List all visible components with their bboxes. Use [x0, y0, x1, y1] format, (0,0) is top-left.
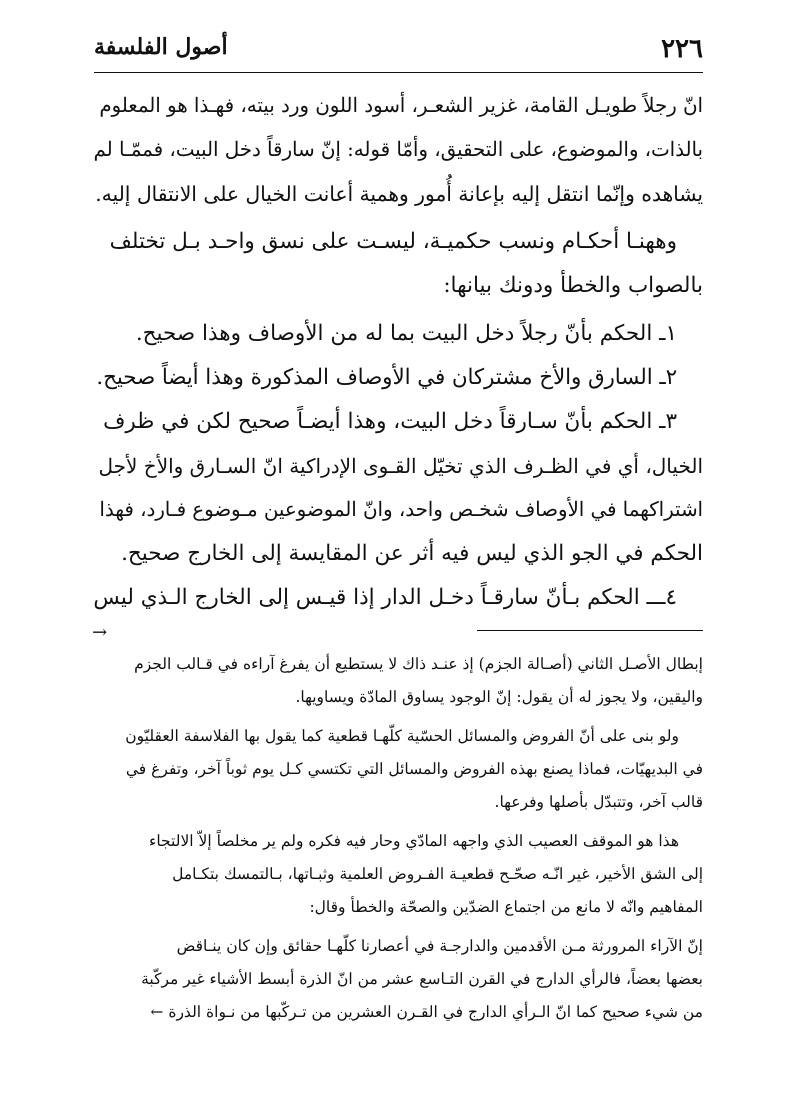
footnote-line: ولو بنى على أنّ الفروض والمسائل الحسّية كلّهـا قطعية كما يقول بها الفلاسفة العقليّون [125, 727, 679, 745]
footnote-line: في البديهيّات، فماذا يصنع بهذه الفروض والمسائل التي تكتسي كـل يوم ثوباً آخر، وتفرغ في [125, 760, 703, 778]
page-number: ٢٢٦ [661, 34, 703, 64]
main-text [94, 84, 703, 620]
footnote-line: من شيء صحيح كما انّ الـرأي الدارج في القـرن العشرين من تـركّبها من نـواة الذرة ← [150, 1003, 703, 1021]
footnote-line: بعضها بعضاً، فالرأي الدارج في القرن التـاسع عشر من انّ الذرة أبسط الأشياء غير مركّبة [141, 970, 703, 988]
body-line: اشتراكهما في الأوصاف شخـص واحد، وانّ الموضوعين مـوضوع فـارد، فهذا [99, 498, 703, 521]
body-line: الخيال، أي في الظـرف الذي تخيّل القـوى الإدراكية انّ السـارق والأخ لأجل [98, 454, 703, 478]
continuation-arrow-icon: → [92, 622, 108, 643]
page-header [94, 28, 703, 73]
footnote-line: المفاهيم وانّه لا مانع من اجتماع الضدّين والصحّة والخطأ وقال: [309, 898, 703, 916]
list-item-2: ٢ـ السارق والأخ مشتركان في الأوصاف المذكورة وهذا أيضاً صحيح. [96, 365, 677, 390]
footnote-line: هذا هو الموقف العصيب الذي واجهه المادّي وحار فيه فكره ولم ير مخلصاً إلاّ الالتجاء [149, 832, 679, 850]
body-line: انّ رجلاً طويـل القامة، غزير الشعـر، أسود اللون ورد بيته، فهـذا هو المعلوم [99, 94, 703, 117]
footnote-line: إبطال الأصـل الثاني (أصـالة الجزم) إذ عنـد ذاك لا يستطيع أن يفرغ آراءه في قـالب الجزم [134, 655, 703, 673]
body-line: وههنـا أحكـام ونسب حكميـة، ليسـت على نسق واحـد بـل تختلف [109, 229, 677, 254]
body-line: الحكم في الجو الذي ليس فيه أثر عن المقايسة إلى الخارج صحيح. [121, 541, 703, 566]
footnotes [94, 648, 703, 1029]
footnote-line: إنّ الآراء المرورثة مـن الأقدمين والدارجـة في أعصارنا كلّهـا حقائق وإن كان ينـاقض [176, 937, 703, 955]
footnote-divider [477, 630, 703, 631]
footnote-line: إلى الشق الأخير، غير انّـه صحّـح قطعيـة الفـروض العلمية وثبـاتها، بـالتمسك بتكـامل [172, 865, 703, 883]
body-line: بالصواب والخطأ ودونك بيانها: [443, 273, 703, 298]
body-line: بالذات، والموضوع، على التحقيق، وأمّا قوله: إنّ سارقاً دخل البيت، فممّـا لم [93, 138, 703, 161]
list-item-1: ١ـ الحكم بأنّ رجلاً دخل البيت بما له من الأوصاف وهذا صحيح. [135, 321, 677, 346]
footnote-line: واليقين، ولا يجوز له أن يقول: إنّ الوجود يساوق المادّة ويساويها. [295, 688, 703, 706]
list-item-4: ٤ـــ الحكم بـأنّ سارقـاً دخـل الدار إذا قيـس إلى الخارج الـذي ليس [93, 585, 677, 610]
running-title: أصول الفلسفة [94, 34, 228, 60]
body-line: يشاهده وإنّما انتقل إليه بإعانة أُمور وهمية أعانت الخيال على الانتقال إليه. [95, 182, 703, 206]
footnote-line: قالب آخر، وتتبدّل بأصلها وفرعها. [494, 793, 703, 811]
list-item-3: ٣ـ الحكم بأنّ سـارقاً دخل البيت، وهذا أيضـاً صحيح لكن في ظرف [103, 409, 677, 434]
